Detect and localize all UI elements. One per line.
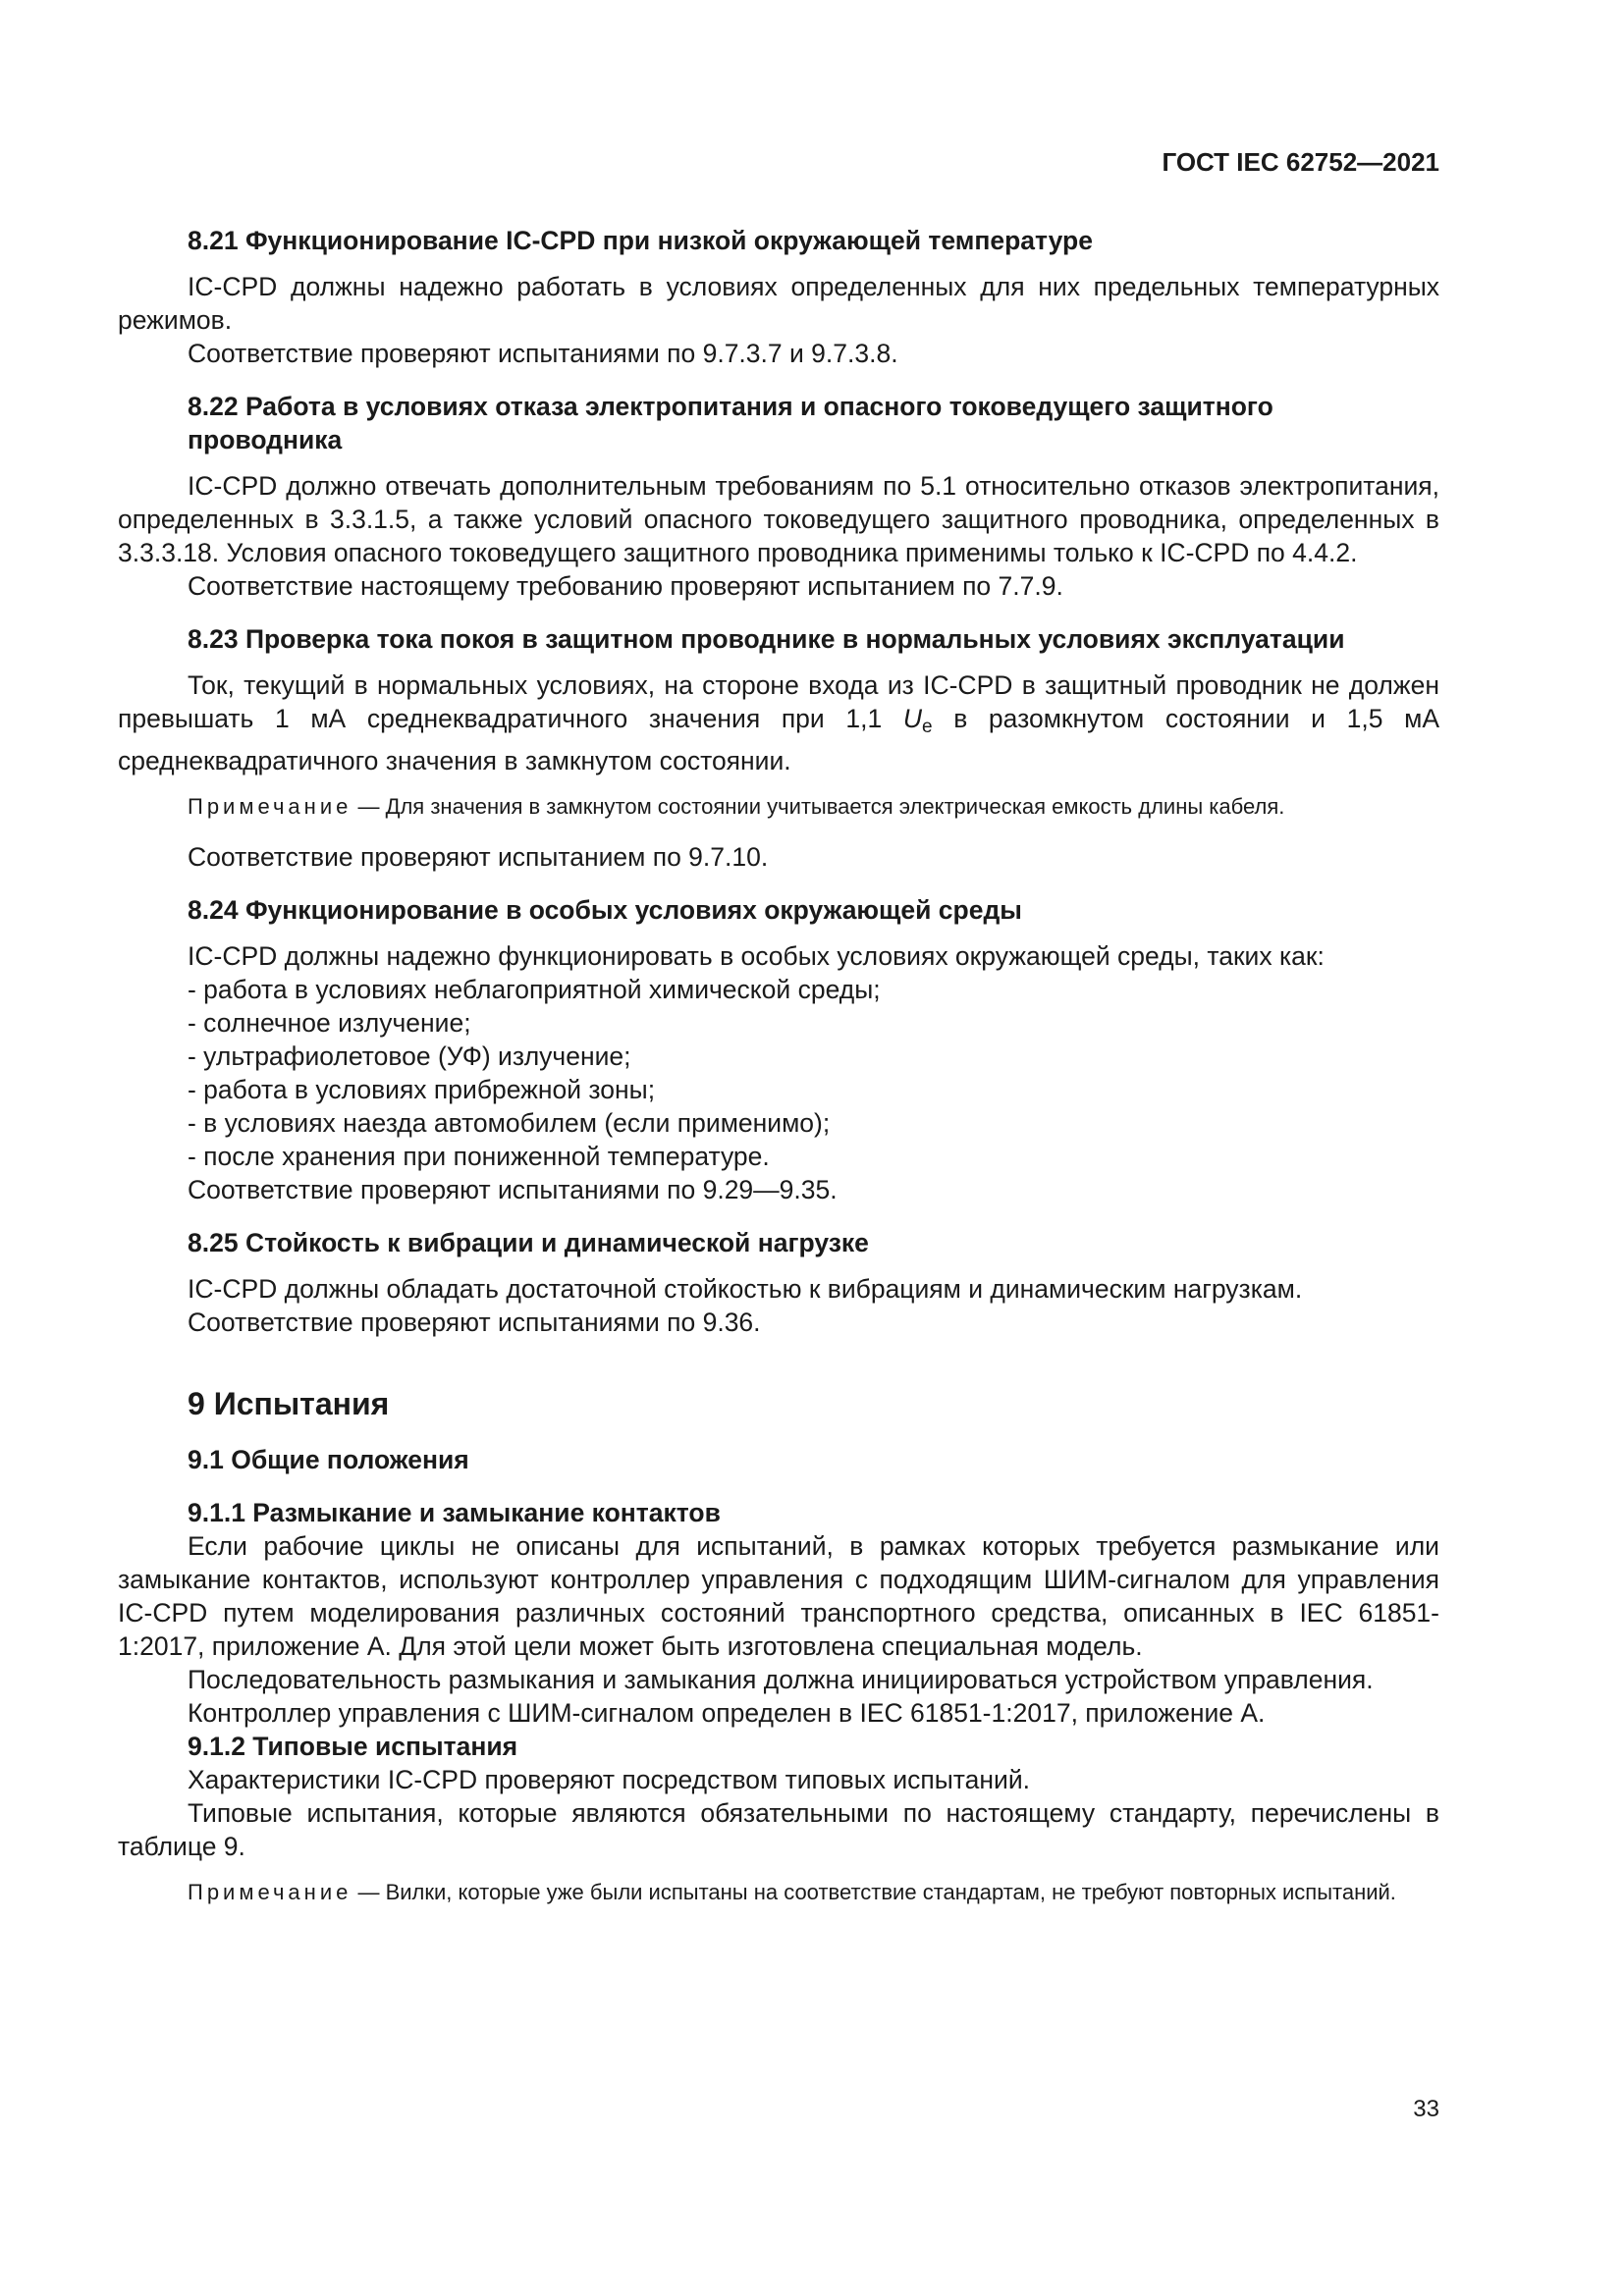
compliance-paragraph: Соответствие проверяют испытанием по 9.7.10. xyxy=(188,842,769,872)
document-body xyxy=(118,224,1439,1926)
paragraph: Контроллер управления с ШИМ-сигналом определен в IEC 61851-1:2017, приложение А. xyxy=(188,1698,1266,1728)
voltage-symbol: U xyxy=(902,704,922,733)
section-title-9-1: 9.1 Общие положения xyxy=(188,1445,469,1474)
paragraph-text: Ток, текущий в нормальных условиях, на стороне входа из IC-CPD в защитный проводник не должен превышать 1 мА среднеквадратичного значения при 1,1 xyxy=(118,670,1439,733)
paragraph-text: в разомкнутом состоянии и 1,5 мА среднеквадратичного значения в замкнутом состоянии. xyxy=(118,704,1439,775)
note-text: — Вилки, которые уже были испытаны на соответствие стандартам, не требуют повторных испытаний. xyxy=(352,1880,1396,1904)
compliance-paragraph: Соответствие проверяют испытаниями по 9.29—9.35. xyxy=(188,1175,838,1204)
list-item: - в условиях наезда автомобилем (если применимо); xyxy=(188,1108,831,1138)
note-text: — Для значения в замкнутом состоянии учитывается электрическая емкость длины кабеля. xyxy=(352,794,1285,819)
section-9 xyxy=(118,1384,1439,1908)
section-title-8-22: 8.22 Работа в условиях отказа электропитания и опасного токоведущего защитного проводника xyxy=(188,392,1273,454)
subsection-title-9-1-2: 9.1.2 Типовые испытания xyxy=(188,1732,518,1761)
compliance-paragraph: Соответствие проверяют испытаниями по 9.7.3.7 и 9.7.3.8. xyxy=(188,339,898,368)
section-8-21 xyxy=(118,224,1439,370)
conditions-list xyxy=(118,973,1439,1173)
section-8-23 xyxy=(118,622,1439,874)
list-item: - работа в условиях прибрежной зоны; xyxy=(188,1075,656,1104)
paragraph: IC-CPD должны обладать достаточной стойкостью к вибрациям и динамическим нагрузкам. xyxy=(188,1274,1303,1304)
paragraph: IC-CPD должно отвечать дополнительным требованиям по 5.1 относительно отказов электропитания, определенных в 3.3.1.5, а также условий опасного токоведущего защитного проводника, определенных в 3.3.3.18. Условия опасного токоведущего защитного проводника применимы только к IC-CPD по 4.4.2. xyxy=(118,471,1439,567)
paragraph: IC-CPD должны надежно работать в условиях определенных для них предельных температурных режимов. xyxy=(118,272,1439,335)
subsection-title-9-1-1: 9.1.1 Размыкание и замыкание контактов xyxy=(188,1498,721,1527)
list-item: - после хранения при пониженной температуре. xyxy=(188,1142,770,1171)
list-item: - работа в условиях неблагоприятной химической среды; xyxy=(188,975,881,1004)
section-title-8-23: 8.23 Проверка тока покоя в защитном проводнике в нормальных условиях эксплуатации xyxy=(188,624,1345,654)
note xyxy=(118,1877,1439,1908)
list-item: - солнечное излучение; xyxy=(188,1008,471,1038)
page-number: 33 xyxy=(1413,2096,1439,2122)
section-8-22 xyxy=(118,390,1439,603)
paragraph: Типовые испытания, которые являются обязательными по настоящему стандарту, перечислены в таблице 9. xyxy=(118,1798,1439,1861)
note xyxy=(118,791,1439,823)
section-8-24 xyxy=(118,893,1439,1206)
list-item: - ультрафиолетовое (УФ) излучение; xyxy=(188,1041,631,1071)
compliance-paragraph: Соответствие настоящему требованию проверяют испытанием по 7.7.9. xyxy=(188,571,1063,601)
section-title-8-25: 8.25 Стойкость к вибрации и динамической нагрузке xyxy=(188,1228,869,1257)
voltage-subscript: e xyxy=(921,717,933,737)
paragraph: Если рабочие циклы не описаны для испытаний, в рамках которых требуется размыкание или замыкание контактов, используют контроллер управления с подходящим ШИМ-сигналом для управления IC-CPD путем моделирования различных состояний транспортного средства, описанных в IEC 61851-1:2017, приложение А. Для этой цели может быть изготовлена специальная модель. xyxy=(118,1531,1439,1661)
paragraph xyxy=(118,668,1439,777)
section-8-25 xyxy=(118,1226,1439,1339)
compliance-paragraph: Соответствие проверяют испытаниями по 9.36. xyxy=(188,1308,761,1337)
chapter-title-9: 9 Испытания xyxy=(188,1386,390,1421)
note-label: Примечание xyxy=(188,1880,352,1904)
section-title-8-21: 8.21 Функционирование IC-CPD при низкой окружающей температуре xyxy=(188,226,1093,255)
paragraph: Характеристики IC-CPD проверяют посредством типовых испытаний. xyxy=(188,1765,1030,1794)
document-code-header: ГОСТ IEC 62752—2021 xyxy=(1162,147,1439,177)
note-label: Примечание xyxy=(188,794,352,819)
paragraph: Последовательность размыкания и замыкания должна инициироваться устройством управления. xyxy=(188,1665,1374,1694)
section-title-8-24: 8.24 Функционирование в особых условиях окружающей среды xyxy=(188,895,1022,925)
paragraph: IC-CPD должны надежно функционировать в особых условиях окружающей среды, таких как: xyxy=(188,941,1325,971)
